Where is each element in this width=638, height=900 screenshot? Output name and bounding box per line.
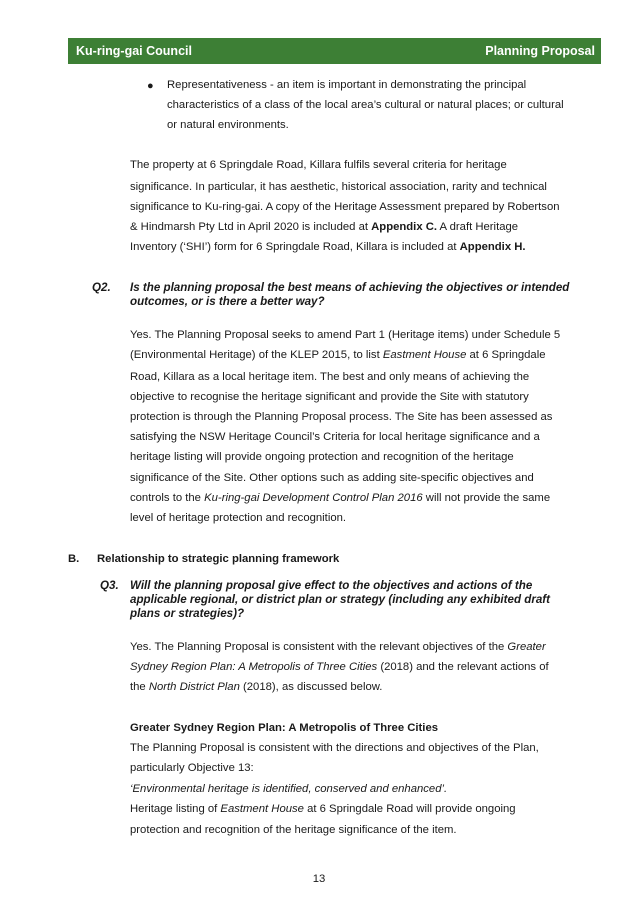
p2-line-5: protection is through the Planning Proposal process. The Site has been assessed as xyxy=(130,411,553,423)
page-number: 13 xyxy=(312,873,326,885)
p1-text: Inventory (‘SHI’) form for 6 Springdale Road, Killara is included at xyxy=(130,241,460,253)
q3-line-2: applicable regional, or district plan or strategy (including any exhibited draft xyxy=(130,593,551,606)
p4-line-2: particularly Objective 13: xyxy=(130,762,254,774)
p3-text: Yes. The Planning Proposal is consistent with the relevant objectives of the xyxy=(130,641,508,653)
eastment-house-ref: Eastment House xyxy=(382,349,467,361)
p1-line-4 xyxy=(130,217,518,237)
bullet-line-3: or natural environments. xyxy=(167,119,289,131)
p2-line-3: Road, Killara as a local heritage item. The best and only means of achieving the xyxy=(130,371,530,383)
p2-line-2 xyxy=(130,345,546,365)
p4-line-5: protection and recognition of the heritage significance of the item. xyxy=(130,824,457,836)
header-document-type: Planning Proposal xyxy=(485,44,595,58)
q2-line-1: Is the planning proposal the best means of achieving the objectives or intended xyxy=(130,281,570,294)
q3-question xyxy=(130,579,550,621)
q3-number: Q3. xyxy=(100,579,119,592)
p3-line-3 xyxy=(130,677,382,697)
p4-line-4 xyxy=(130,799,516,819)
p2-text: controls to the xyxy=(130,492,205,504)
region-plan-ref: Sydney Region Plan: A Metropolis of Three Cities xyxy=(130,661,378,673)
p3-text: (2018) and the relevant actions of xyxy=(377,661,549,673)
p3-text: (2018), as discussed below. xyxy=(239,681,383,693)
q2-question xyxy=(130,281,569,309)
p1-line-2: significance. In particular, it has aesthetic, historical association, rarity and technical xyxy=(130,181,547,193)
p2-text: (Environmental Heritage) of the KLEP 2015, to list xyxy=(130,349,383,361)
p2-text: at 6 Springdale xyxy=(466,349,546,361)
page-header xyxy=(68,38,601,64)
eastment-house-ref: Eastment House xyxy=(220,803,304,815)
p3-text: the xyxy=(130,681,149,693)
q2-line-2: outcomes, or is there a better way? xyxy=(130,295,325,308)
p3-line-2 xyxy=(130,657,549,677)
p4-text: Heritage listing of xyxy=(130,803,221,815)
section-b-title: Relationship to strategic planning framework xyxy=(97,553,340,565)
appendix-h-ref: Appendix H. xyxy=(459,241,526,253)
p1-line-3: significance to Ku-ring-gai. A copy of the Heritage Assessment prepared by Robertson xyxy=(130,201,560,213)
p4-line-1: The Planning Proposal is consistent with the directions and objectives of the Plan, xyxy=(130,742,539,754)
district-plan-ref: North District Plan xyxy=(148,681,240,693)
p1-line-1: The property at 6 Springdale Road, Killara fulfils several criteria for heritage xyxy=(130,159,507,171)
bullet-dot: ● xyxy=(147,80,154,92)
bullet-line-1: Representativeness - an item is important in demonstrating the principal xyxy=(167,79,527,91)
p4-text: at 6 Springdale Road will provide ongoing xyxy=(303,803,516,815)
region-plan-ref: Greater xyxy=(507,641,546,653)
p2-text: will not provide the same xyxy=(422,492,551,504)
p2-line-7: heritage listing will provide ongoing protection and recognition of the heritage xyxy=(130,451,514,463)
p4-quote: ‘Environmental heritage is identified, conserved and enhanced’. xyxy=(130,783,448,795)
q2-number: Q2. xyxy=(92,281,111,294)
p1-text: & Hindmarsh Pty Ltd in April 2020 is included at xyxy=(130,221,372,233)
bullet-line-2: characteristics of a class of the local area’s cultural or natural places; or cultural xyxy=(167,99,564,111)
p3-line-1 xyxy=(130,637,546,657)
q3-line-3: plans or strategies)? xyxy=(130,607,245,620)
p2-line-8: significance of the Site. Other options such as adding site-specific objectives and xyxy=(130,472,534,484)
p2-line-6: satisfying the NSW Heritage Council’s Criteria for local heritage significance and a xyxy=(130,431,540,443)
p2-line-10: level of heritage protection and recognition. xyxy=(130,512,347,524)
header-council-name: Ku-ring-gai Council xyxy=(76,44,192,58)
p2-line-1: Yes. The Planning Proposal seeks to amend Part 1 (Heritage items) under Schedule 5 xyxy=(130,329,561,341)
dcp-ref: Ku-ring-gai Development Control Plan 2016 xyxy=(204,492,423,504)
q3-line-1: Will the planning proposal give effect to the objectives and actions of the xyxy=(130,579,533,592)
section-b-letter: B. xyxy=(68,553,80,565)
p2-line-9 xyxy=(130,488,550,508)
subheading-region-plan: Greater Sydney Region Plan: A Metropolis of Three Cities xyxy=(130,722,439,734)
p2-line-4: objective to recognise the heritage significant and provide the Site with statutory xyxy=(130,391,529,403)
appendix-c-ref: Appendix C. xyxy=(371,221,438,233)
p1-line-5 xyxy=(130,237,526,257)
p1-text: A draft Heritage xyxy=(437,221,519,233)
